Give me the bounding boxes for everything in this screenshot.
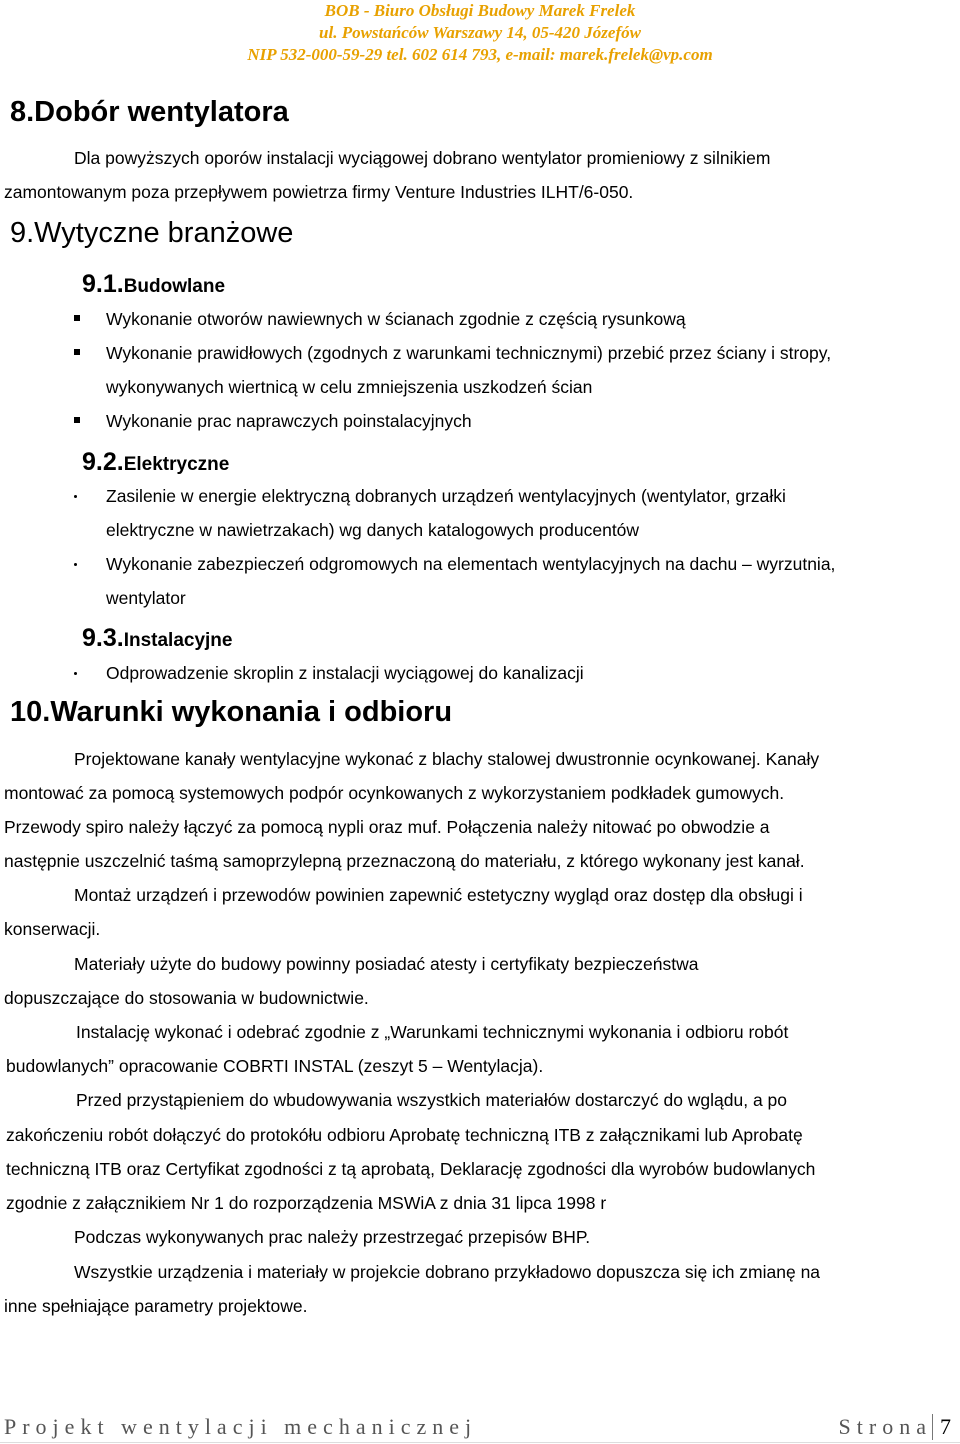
subsection-9-3-heading — [82, 624, 232, 653]
list-item-continuation: wykonywanych wiertnicą w celu zmniejszenia uszkodzeń ścian — [106, 377, 593, 397]
section-8-title: 8.Dobór wentylatora — [10, 96, 289, 128]
list-item: Zasilenie w energie elektryczną dobranych urządzeń wentylacyjnych (wentylator, grzałki — [106, 486, 786, 506]
header-company — [0, 0, 960, 66]
subsection-9-3-title: Instalacyjne — [123, 630, 233, 651]
section-10-line: zgodnie z załącznikiem Nr 1 do rozporządzenia MSWiA z dnia 31 lipca 1998 r — [6, 1193, 607, 1213]
section-10-line: Montaż urządzeń i przewodów powinien zapewnić estetyczny wygląd oraz dostęp dla obsługi i — [74, 885, 803, 905]
list-item: Wykonanie zabezpieczeń odgromowych na elementach wentylacyjnych na dachu – wyrzutnia, — [106, 554, 836, 574]
list-item-continuation: wentylator — [106, 588, 186, 608]
bullet-dot-icon — [74, 672, 77, 675]
footer-page-number: 7 — [940, 1414, 951, 1439]
subsection-9-3-number: 9.3. — [82, 624, 124, 652]
section-10-line: Przewody spiro należy łączyć za pomocą nypli oraz muf. Połączenia należy nitować po obwodzie a — [4, 817, 770, 837]
section-10-line: konserwacji. — [4, 919, 101, 939]
section-10-line: Projektowane kanały wentylacyjne wykonać z blachy stalowej dwustronnie ocynkowanej. Kanały — [74, 749, 820, 769]
header-line-1: BOB - Biuro Obsługi Budowy Marek Frelek — [324, 1, 636, 20]
page-footer — [0, 1414, 960, 1442]
list-item: Wykonanie prawidłowych (zgodnych z warunkami technicznymi) przebić przez ściany i stropy, — [106, 343, 832, 363]
list-item: Odprowadzenie skroplin z instalacji wyciągowej do kanalizacji — [106, 663, 584, 683]
section-10-line: dopuszczające do stosowania w budownictwie. — [4, 988, 369, 1008]
bullet-dot-icon — [74, 563, 77, 566]
section-10-line: Wszystkie urządzenia i materiały w projekcie dobrano przykładowo dopuszcza się ich zmianę na — [74, 1262, 821, 1282]
section-10-line: Instalację wykonać i odebrać zgodnie z „Warunkami technicznymi wykonania i odbioru robót — [76, 1022, 789, 1042]
subsection-9-2-heading — [82, 448, 229, 477]
footer-project-title: Projekt wentylacji mechanicznej — [4, 1414, 478, 1439]
bullet-square-icon — [74, 349, 80, 355]
bullet-square-icon — [74, 315, 80, 321]
section-10-line: montować za pomocą systemowych podpór ocynkowanych z wykorzystaniem podkładek gumowych. — [4, 783, 785, 803]
footer-rule — [0, 1442, 960, 1443]
section-10-line: Podczas wykonywanych prac należy przestrzegać przepisów BHP. — [74, 1227, 591, 1247]
section-10-line: Przed przystąpieniem do wbudowywania wszystkich materiałów dostarczyć do wglądu, a po — [76, 1090, 788, 1110]
section-10-line: następnie uszczelnić taśmą samoprzylepną przeznaczoną do materiału, z którego wykonany jest kanał. — [4, 851, 805, 871]
list-item-continuation: elektryczne w nawietrzakach) wg danych katalogowych producentów — [106, 520, 640, 540]
bullet-square-icon — [74, 417, 80, 423]
section-10-line: Materiały użyte do budowy powinny posiadać atesty i certyfikaty bezpieczeństwa — [74, 954, 699, 974]
subsection-9-2-number: 9.2. — [82, 448, 124, 476]
list-item: Wykonanie otworów nawiewnych w ścianach zgodnie z częścią rysunkową — [106, 309, 686, 329]
footer-page-label: Strona — [838, 1414, 932, 1439]
section-8-paragraph-line-1: Dla powyższych oporów instalacji wyciągowej dobrano wentylator promieniowy z silnikiem — [74, 148, 771, 168]
section-8-paragraph-line-2: zamontowanym poza przepływem powietrza firmy Venture Industries ILHT/6-050. — [4, 182, 634, 202]
section-10-title: 10.Warunki wykonania i odbioru — [10, 696, 453, 728]
section-10-line: inne spełniające parametry projektowe. — [4, 1296, 308, 1316]
subsection-9-1-number: 9.1. — [82, 270, 124, 298]
list-item: Wykonanie prac naprawczych poinstalacyjnych — [106, 411, 472, 431]
header-line-2: ul. Powstańców Warszawy 14, 05-420 Józefów — [319, 23, 641, 42]
section-10-line: techniczną ITB oraz Certyfikat zgodności z tą aprobatą, Deklarację zgodności dla wyrobów budowlanych — [6, 1159, 816, 1179]
subsection-9-1-title: Budowlane — [123, 276, 226, 297]
subsection-9-2-title: Elektryczne — [123, 454, 230, 475]
section-9-title: 9.Wytyczne branżowe — [10, 217, 294, 249]
footer-divider — [932, 1414, 933, 1440]
header-line-3: NIP 532-000-59-29 tel. 602 614 793, e-mail: marek.frelek@vp.com — [247, 45, 713, 64]
subsection-9-1-heading — [82, 270, 225, 299]
section-10-line: zakończeniu robót dołączyć do protokółu odbioru Aprobatę techniczną ITB z załącznikami lub Aprobatę — [6, 1125, 803, 1145]
bullet-dot-icon — [74, 495, 77, 498]
section-10-line: budowlanych” opracowanie COBRTI INSTAL (zeszyt 5 – Wentylacja). — [6, 1056, 544, 1076]
